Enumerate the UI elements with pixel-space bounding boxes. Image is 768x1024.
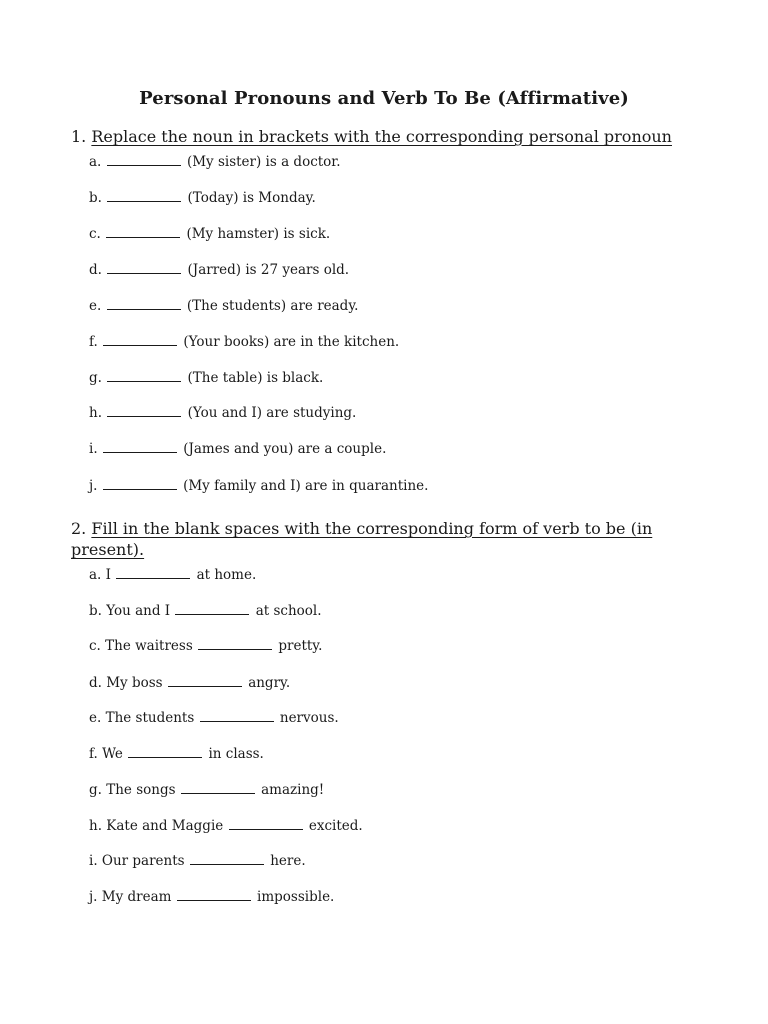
section-1-number: 1. [71,127,87,146]
section-1-item-h [89,404,709,422]
item-subject: g. The songs [89,782,176,798]
item-subject: j. My dream [89,889,172,905]
answer-blank[interactable] [175,602,249,615]
item-text: (My sister) is a doctor. [186,154,341,170]
section-2-item-j [89,888,709,906]
answer-blank[interactable] [107,369,181,382]
section-1-item-d [89,261,709,279]
answer-blank[interactable] [177,888,251,901]
item-label: i. [89,441,98,457]
item-text: (The students) are ready. [186,298,359,314]
answer-blank[interactable] [181,781,255,794]
section-1-item-b [89,189,709,207]
answer-blank[interactable] [107,404,181,417]
item-text: impossible. [257,889,335,905]
item-text: (The table) is black. [187,370,324,386]
section-1-item-a [89,153,709,171]
item-subject: e. The students [89,710,195,726]
item-text: (My hamster) is sick. [186,226,331,242]
section-2-item-h [89,817,709,835]
item-text: (You and I) are studying. [187,405,357,421]
section-2-item-b [89,602,709,620]
answer-blank[interactable] [107,261,181,274]
answer-blank[interactable] [107,153,181,166]
item-text: angry. [248,675,291,691]
answer-blank[interactable] [229,817,303,830]
item-text: amazing! [261,782,325,798]
answer-blank[interactable] [128,745,202,758]
item-text: (Jarred) is 27 years old. [187,262,350,278]
item-text: in class. [208,746,264,762]
section-2-item-c [89,637,709,655]
item-text: here. [270,853,306,869]
section-2-item-e [89,709,709,727]
answer-blank[interactable] [107,189,181,202]
section-2-item-a [89,566,709,584]
item-subject: i. Our parents [89,853,185,869]
item-subject: d. My boss [89,675,163,691]
answer-blank[interactable] [168,674,242,687]
section-1-item-g [89,369,709,387]
section-2-instruction: Fill in the blank spaces with the corresponding form of verb to be (in present). [71,519,653,559]
item-subject: c. The waitress [89,638,193,654]
section-2-item-f [89,745,709,763]
answer-blank[interactable] [200,709,274,722]
section-2-item-d [89,674,709,692]
section-1-item-c [89,225,709,243]
section-2-number: 2. [71,519,87,538]
item-label: c. [89,226,101,242]
item-text: excited. [308,818,363,834]
item-label: h. [89,405,102,421]
section-1-item-f [89,333,709,351]
item-label: b. [89,190,102,206]
section-1-instruction: Replace the noun in brackets with the corresponding personal pronoun [91,127,672,146]
section-2-item-i [89,852,709,870]
section-2-heading [71,518,711,560]
item-text: pretty. [278,638,323,654]
item-subject: b. You and I [89,603,171,619]
item-text: (Today) is Monday. [187,190,316,206]
answer-blank[interactable] [103,477,177,490]
item-subject: h. Kate and Maggie [89,818,224,834]
item-label: j. [89,478,98,494]
item-label: a. [89,154,102,170]
item-label: f. [89,334,98,350]
answer-blank[interactable] [103,333,177,346]
item-label: g. [89,370,102,386]
answer-blank[interactable] [198,637,272,650]
answer-blank[interactable] [107,297,181,310]
answer-blank[interactable] [190,852,264,865]
item-text: (My family and I) are in quarantine. [183,478,429,494]
item-subject: f. We [89,746,123,762]
item-text: (Your books) are in the kitchen. [183,334,400,350]
section-1-heading [71,126,711,147]
answer-blank[interactable] [106,225,180,238]
item-text: at home. [196,567,257,583]
section-1-item-e [89,297,709,315]
section-1-item-j [89,477,709,495]
item-label: e. [89,298,102,314]
item-text: at school. [255,603,322,619]
page-title: Personal Pronouns and Verb To Be (Affirmative) [139,88,629,109]
answer-blank[interactable] [103,440,177,453]
item-text: nervous. [279,710,339,726]
section-2-item-g [89,781,709,799]
item-label: d. [89,262,102,278]
section-1-item-i [89,440,709,458]
answer-blank[interactable] [116,566,190,579]
item-subject: a. I [89,567,111,583]
item-text: (James and you) are a couple. [183,441,387,457]
